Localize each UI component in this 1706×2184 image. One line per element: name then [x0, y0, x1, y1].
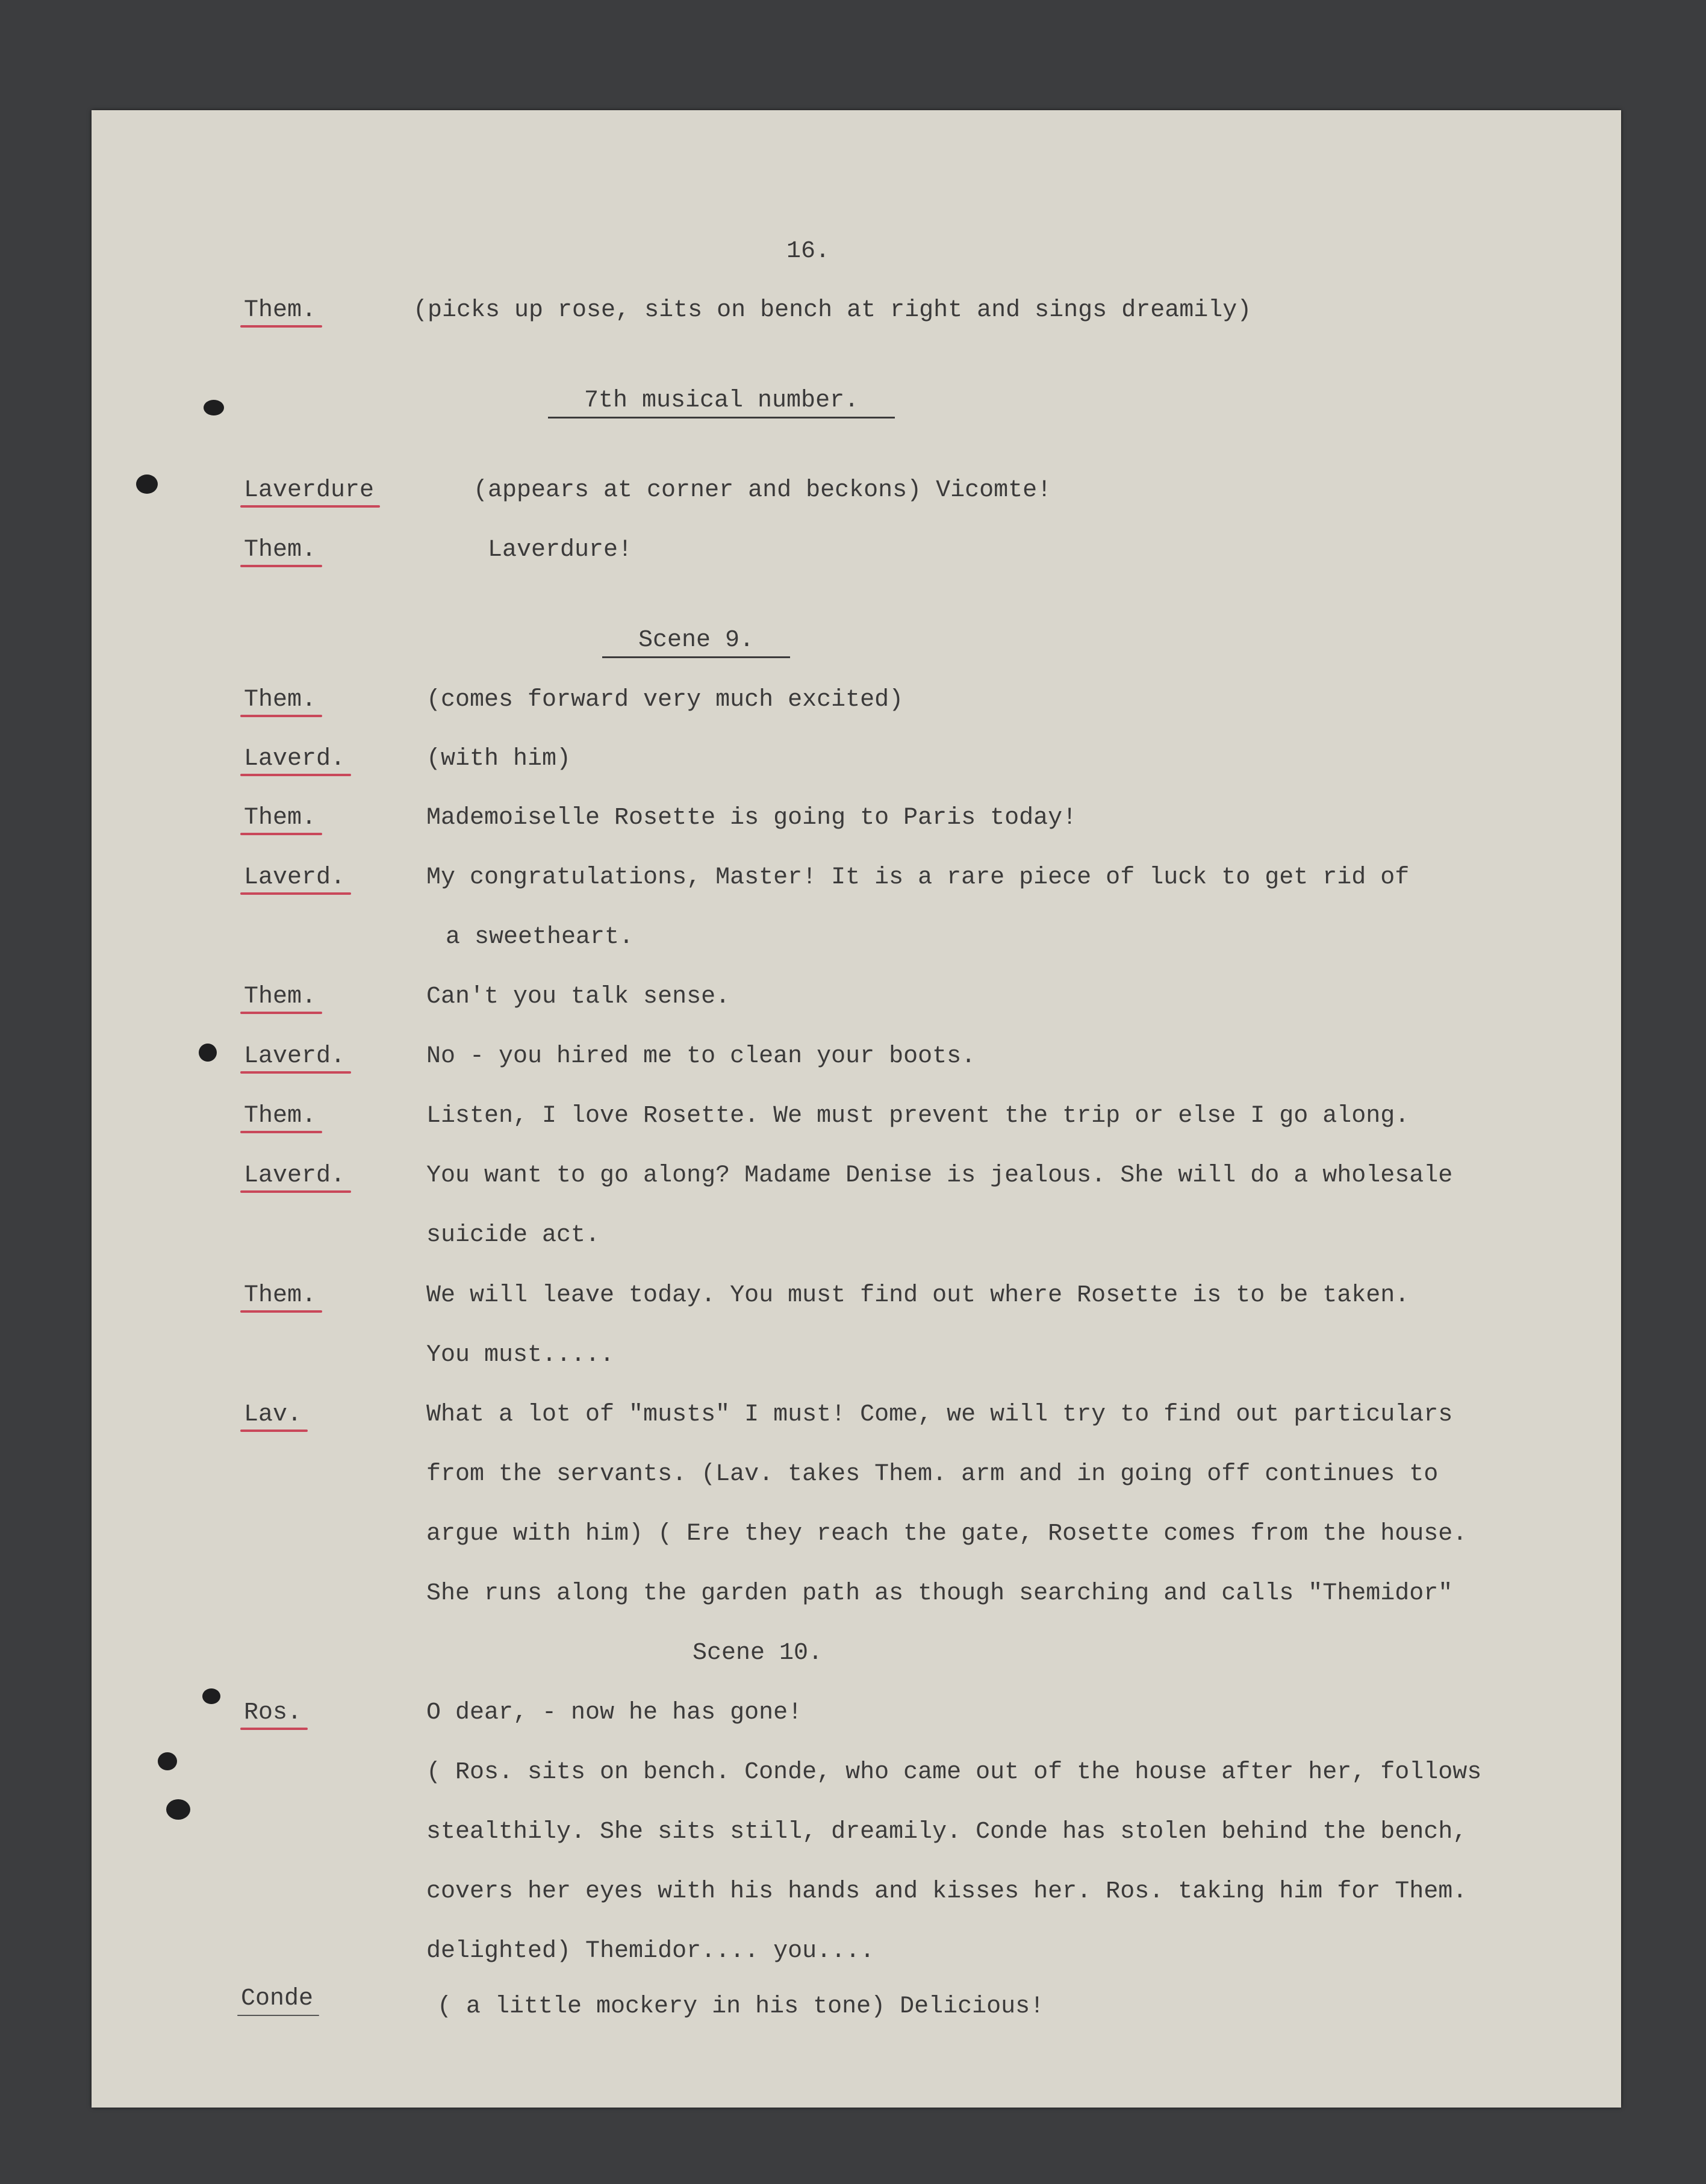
speaker-label: Laverd. [244, 1043, 345, 1070]
dialogue-line: delighted) Themidor.... you.... [426, 1938, 875, 1965]
stage-direction: (comes forward very much excited) [426, 686, 904, 714]
scene-heading: Scene 10. [693, 1640, 823, 1667]
stage-direction: from the servants. (Lav. takes Them. arm and in going off continues to [426, 1461, 1439, 1488]
speaker-label: Laverd. [244, 1162, 345, 1189]
stage-direction: (with him) [426, 745, 571, 773]
speaker-label: Them. [244, 1282, 316, 1309]
punch-hole [136, 474, 158, 494]
dialogue-line: a sweetheart. [446, 924, 634, 951]
scene-heading: Scene 9. [602, 627, 790, 658]
speaker-label: Ros. [244, 1699, 302, 1726]
speaker-label: Laverd. [244, 864, 345, 891]
speaker-label: Them. [244, 804, 316, 832]
dialogue-line: O dear, - now he has gone! [426, 1699, 803, 1726]
speaker-label: Them. [244, 983, 316, 1010]
dialogue-line: You must..... [426, 1342, 615, 1369]
speaker-label: Lav. [244, 1401, 302, 1428]
dialogue-line: My congratulations, Master! It is a rare piece of luck to get rid of [426, 864, 1410, 891]
dialogue-line: Listen, I love Rosette. We must prevent the trip or else I go along. [426, 1103, 1410, 1130]
stage-direction: stealthily. She sits still, dreamily. Conde has stolen behind the bench, [426, 1818, 1468, 1846]
stage-direction: She runs along the garden path as though searching and calls "Themidor" [426, 1580, 1453, 1607]
speaker-label: Them. [244, 297, 316, 324]
dialogue-line: Laverdure! [488, 537, 633, 564]
musical-number-heading: 7th musical number. [548, 387, 895, 418]
speaker-label: Them. [244, 686, 316, 714]
page-number: 16. [786, 238, 830, 265]
stage-direction: ( Ros. sits on bench. Conde, who came out of the house after her, follows [426, 1759, 1482, 1786]
punch-hole [166, 1799, 190, 1820]
dialogue-line: Mademoiselle Rosette is going to Paris today! [426, 804, 1077, 832]
dialogue-line: ( a little mockery in his tone) Delicious! [437, 1993, 1045, 2020]
speaker-label: Conde [241, 1985, 313, 2012]
dialogue-line: We will leave today. You must find out where Rosette is to be taken. [426, 1282, 1410, 1309]
dialogue-line: No - you hired me to clean your boots. [426, 1043, 976, 1070]
dialogue-line: Can't you talk sense. [426, 983, 730, 1010]
speaker-label: Laverdure [244, 477, 374, 504]
speaker-label: Laverd. [244, 745, 345, 773]
punch-hole [202, 1688, 220, 1704]
punch-hole [199, 1044, 217, 1062]
speaker-label: Them. [244, 537, 316, 564]
speaker-label: Them. [244, 1103, 316, 1130]
punch-hole [204, 400, 224, 415]
dialogue-line: (appears at corner and beckons) Vicomte! [473, 477, 1052, 504]
punch-hole [158, 1752, 177, 1770]
dialogue-line: What a lot of "musts" I must! Come, we will try to find out particulars [426, 1401, 1453, 1428]
stage-direction: (picks up rose, sits on bench at right and sings dreamily) [413, 297, 1252, 324]
dialogue-line: suicide act. [426, 1222, 600, 1249]
stage-direction: covers her eyes with his hands and kisses her. Ros. taking him for Them. [426, 1878, 1468, 1905]
stage-direction: argue with him) ( Ere they reach the gate, Rosette comes from the house. [426, 1520, 1468, 1548]
dialogue-line: You want to go along? Madame Denise is jealous. She will do a wholesale [426, 1162, 1453, 1189]
